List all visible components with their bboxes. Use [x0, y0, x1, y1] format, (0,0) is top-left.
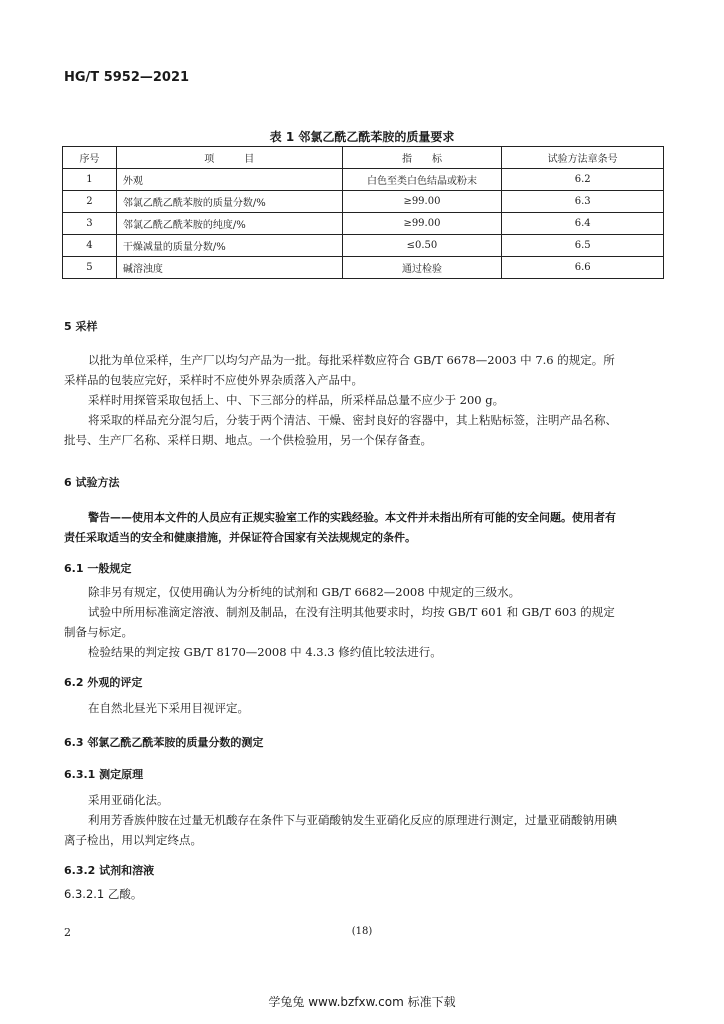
cell-method: 6.4	[502, 213, 664, 235]
section-6-heading: 6 试验方法	[64, 476, 120, 489]
section-5-paragraph-3: 将采取的样品充分混匀后，分装于两个清洁、干燥、密封良好的容器中，其上粘贴标签，注明产品名称、批号、生产厂名称、采样日期、地点。一个供检验用，另一个保存备查。	[64, 413, 617, 447]
cell-no: 3	[63, 213, 117, 235]
page-number: 2	[64, 926, 71, 939]
table-row	[63, 191, 664, 213]
section-5-paragraph-2: 采样时用探管采取包括上、中、下三部分的样品，所采样品总量不应少于 200 g。	[88, 393, 505, 407]
cell-item: 外观	[116, 169, 342, 191]
section-6-2-heading: 6.2 外观的评定	[64, 676, 143, 689]
section-6-3-heading: 6.3 邻氯乙酰乙酰苯胺的质量分数的测定	[64, 736, 264, 749]
col-header-method: 试验方法章条号	[502, 147, 664, 169]
section-6-1-paragraph-1: 除非另有规定，仅使用确认为分析纯的试剂和 GB/T 6682—2008 中规定的三级水。	[88, 585, 521, 599]
section-5-paragraph-1: 以批为单位采样，生产厂以均匀产品为一批。每批采样数应符合 GB/T 6678—2003 中 7.6 的规定。所采样品的包装应完好，采样时不应使外界杂质落入产品中。	[64, 353, 615, 387]
table-header-row	[63, 147, 664, 169]
col-header-no: 序号	[63, 147, 117, 169]
safety-warning: 警告——使用本文件的人员应有正规实验室工作的实践经验。本文件并未指出所有可能的安全问题。使用者有责任采取适当的安全和健康措施，并保证符合国家有关法规规定的条件。	[64, 511, 616, 544]
cell-item: 邻氯乙酰乙酰苯胺的质量分数/%	[116, 191, 342, 213]
cell-index: 通过检验	[342, 257, 502, 279]
section-6-3-1-heading: 6.3.1 测定原理	[64, 768, 144, 781]
section-6-3-1-paragraph-1: 采用亚硝化法。	[88, 793, 169, 807]
watermark: 学兔兔 www.bzfxw.com 标准下载	[268, 995, 456, 1009]
section-6-3-2-1-item: 6.3.2.1 乙酸。	[64, 887, 143, 901]
cell-item: 干燥减量的质量分数/%	[116, 235, 342, 257]
col-header-index: 指 标	[342, 147, 502, 169]
col-header-item: 项 目	[116, 147, 342, 169]
cell-method: 6.5	[502, 235, 664, 257]
cell-no: 1	[63, 169, 117, 191]
cell-index: ≤0.50	[342, 235, 502, 257]
quality-table	[62, 146, 664, 279]
cell-item: 碱溶浊度	[116, 257, 342, 279]
section-6-2-paragraph: 在自然北昼光下采用目视评定。	[88, 701, 249, 715]
section-6-1-paragraph-3: 检验结果的判定按 GB/T 8170—2008 中 4.3.3 修约值比较法进行。	[88, 645, 442, 659]
table-row	[63, 169, 664, 191]
section-6-1-paragraph-2: 试验中所用标准滴定溶液、制剂及制品，在没有注明其他要求时，均按 GB/T 601 和 GB/T 603 的规定制备与标定。	[64, 605, 615, 639]
table-row	[63, 213, 664, 235]
standard-code: HG/T 5952—2021	[64, 70, 190, 85]
cell-method: 6.6	[502, 257, 664, 279]
page-index: (18)	[351, 926, 373, 937]
table-title: 表 1 邻氯乙酰乙酰苯胺的质量要求	[269, 130, 455, 144]
cell-no: 2	[63, 191, 117, 213]
table-row	[63, 257, 664, 279]
table-row	[63, 235, 664, 257]
cell-method: 6.3	[502, 191, 664, 213]
cell-item: 邻氯乙酰乙酰苯胺的纯度/%	[116, 213, 342, 235]
section-6-3-2-heading: 6.3.2 试剂和溶液	[64, 864, 155, 877]
section-6-1-heading: 6.1 一般规定	[64, 562, 132, 575]
cell-index: 白色至类白色结晶或粉末	[342, 169, 502, 191]
cell-method: 6.2	[502, 169, 664, 191]
cell-index: ≥99.00	[342, 213, 502, 235]
cell-no: 5	[63, 257, 117, 279]
cell-no: 4	[63, 235, 117, 257]
section-6-3-1-paragraph-2: 利用芳香族仲胺在过量无机酸存在条件下与亚硝酸钠发生亚硝化反应的原理进行测定，过量亚硝酸钠用碘离子检出，用以判定终点。	[64, 813, 617, 847]
section-5-heading: 5 采样	[64, 320, 98, 333]
cell-index: ≥99.00	[342, 191, 502, 213]
